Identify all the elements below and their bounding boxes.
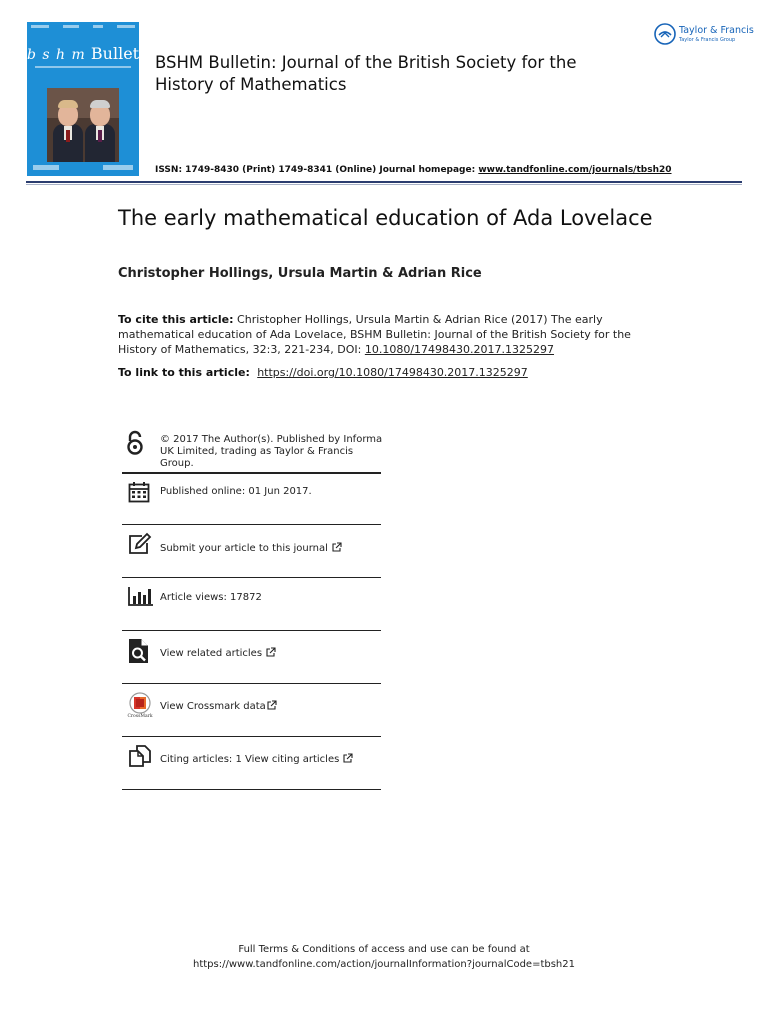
calendar-icon [128,481,150,503]
external-link-icon [267,700,277,710]
citing-articles-row[interactable] [122,737,381,789]
link-label: To link to this article: [118,366,254,379]
footer-terms-text: Full Terms & Conditions of access and use can be found at [238,944,530,955]
publisher-name: Taylor & Francis [679,25,754,36]
edit-icon [128,533,152,555]
related-search-icon [128,638,150,664]
open-access-text [160,434,382,470]
published-date: Published online: 01 Jun 2017. [160,486,312,497]
external-link-icon [332,542,342,552]
crossmark-logo-text: CrossMark [127,714,153,719]
cover-subtitle-line [35,66,131,68]
citation-text: Christopher Hollings, Ursula Martin & Adrian Rice (2017) The early mathematical education of Ada Lovelace, BSHM Bulletin: Journal of the British Society for the History of Mathematics, 32:3, 221-234, DOI: [118,313,631,356]
external-link-icon [343,753,353,763]
article-doi-link[interactable]: https://doi.org/10.1080/17498430.2017.1325297 [257,366,528,379]
issn-text: ISSN: 1749-8430 (Print) 1749-8341 (Online) Journal homepage: [155,165,479,175]
open-access-icon [126,430,144,456]
crossmark-text: View Crossmark data [160,701,266,712]
submit-article-link[interactable] [160,542,342,555]
citation-doi-link[interactable]: 10.1080/17498430.2017.1325297 [364,343,555,356]
related-articles-row[interactable] [122,631,381,683]
cover-title-italic: b s h m [27,47,86,63]
info-divider [122,789,381,790]
open-access-row[interactable] [122,428,381,472]
crossmark-row[interactable] [122,684,381,736]
journal-homepage-link[interactable]: www.tandfonline.com/journals/tbsh20 [478,165,672,175]
published-row [122,474,381,524]
journal-cover[interactable] [27,22,155,176]
external-link-icon [266,647,276,657]
issn-line [155,165,672,175]
open-access-line-1: © 2017 The Author(s). Published by Informa [160,434,383,445]
submit-article-row[interactable] [122,525,381,577]
bar-chart-icon [128,586,154,606]
crossmark-logo [125,692,155,722]
citation-label: To cite this article: [118,313,234,326]
footer-terms-link[interactable]: https://www.tandfonline.com/action/journalInformation?journalCode=tbsh21 [193,959,575,970]
submit-article-text: Submit your article to this journal [160,543,328,554]
footer [0,942,768,972]
header-rule-thin [26,184,742,185]
article-views-text: Article views: 17872 [160,592,262,603]
taylor-francis-logo-icon [653,22,677,46]
citing-articles-link[interactable] [160,753,353,766]
crossmark-link[interactable] [160,700,277,713]
open-access-line-3: Group. [160,458,194,469]
citing-icon [128,745,152,767]
open-access-line-2: UK Limited, trading as Taylor & Francis [160,446,354,457]
article-link-block [118,366,528,379]
cover-top-strip [31,25,135,30]
cover-title [27,44,155,63]
journal-title: BSHM Bulletin: Journal of the British Society for the History of Mathematics [155,53,577,94]
related-articles-text: View related articles [160,648,263,659]
cover-person-right [85,88,115,162]
cover-title-main: Bulletin [90,44,155,63]
article-title: The early mathematical education of Ada Lovelace [118,206,653,230]
related-articles-link[interactable] [160,647,276,660]
cover-bottom-logos [33,162,133,172]
header-rule [26,181,742,183]
article-authors: Christopher Hollings, Ursula Martin & Adrian Rice [118,266,482,281]
cover-photo [47,88,119,162]
publisher-group: Taylor & Francis Group [679,37,736,43]
crossmark-icon [125,692,155,714]
article-views-row [122,578,381,630]
taylor-francis-logo[interactable] [653,22,754,48]
citation-block [118,312,658,357]
cover-person-left [53,88,83,162]
citing-articles-text: Citing articles: 1 View citing articles [160,754,340,765]
